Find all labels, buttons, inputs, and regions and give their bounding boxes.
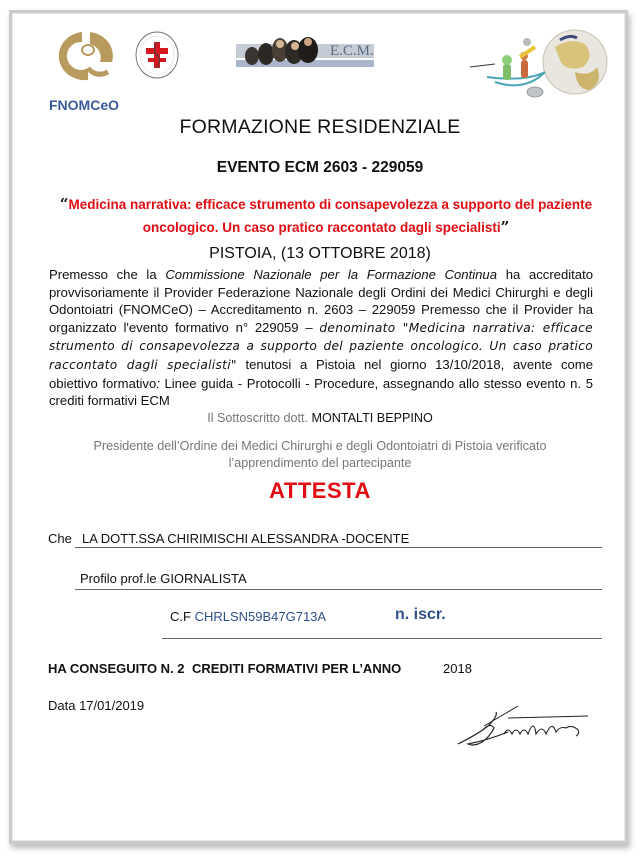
close-quote: ” (500, 218, 510, 236)
place-date: PISTOIA, (13 OTTOBRE 2018) (209, 245, 431, 262)
globe-medical-logo-icon (465, 22, 613, 102)
che-label: Che (48, 531, 72, 546)
fiscal-code-label: C.F (170, 609, 195, 624)
body-part-4: Linee guida - Protocolli - Procedure, assegnando allo stesso evento n. 5 crediti formativi ECM (49, 375, 593, 409)
fiscal-code-underline (162, 638, 602, 639)
signatory-line (30, 411, 610, 425)
commission-name: Commissione Nazionale per la Formazione Continua (165, 267, 497, 282)
event-title-text: Medicina narrativa: efficace strumento di consapevolezza a supporto del paziente oncologico. Un caso pratico raccontato dagli specialisti (68, 197, 593, 235)
president-line-1: Presidente dell’Ordine dei Medici Chirurghi e degli Odontoiatri di Pistoia verificato (93, 439, 547, 453)
body-colon: : (156, 375, 160, 391)
president-statement (30, 438, 610, 472)
credits-earned: HA CONSEGUITO N. 2 (48, 661, 185, 676)
event-title (54, 193, 598, 239)
document-title: FORMAZIONE RESIDENZIALE (179, 116, 461, 138)
ecm-banner-logo (224, 30, 374, 72)
issue-date: Data 17/01/2019 (48, 698, 145, 713)
profile-underline (75, 589, 602, 590)
credits-year: 2018 (443, 661, 472, 676)
fnomceo-logo-icon (52, 28, 118, 84)
body-part-3: tenutosi a Pistoia nel giorno 13/10/2018, avente come obiettivo formativo (49, 356, 593, 391)
ecm-logo-text: E.C.M. (330, 43, 374, 59)
registration-number-label: n. iscr. (395, 606, 446, 623)
open-quote: “ (59, 195, 69, 213)
participant-name: LA DOTT.SSA CHIRIMISCHI ALESSANDRA -DOCENTE (82, 531, 410, 546)
accreditation-paragraph (49, 266, 593, 410)
president-line-2: l’apprendimento del partecipante (228, 456, 412, 470)
professional-profile: Profilo prof.le GIORNALISTA (80, 571, 247, 586)
fiscal-code-value: CHRLSN59B47G713A (194, 609, 327, 624)
body-part-2: ha accreditato provvisoriamente il Provider Federazione Nazionale degli Ordini dei Medici Chirurghi e degli Odontoiatri (FNOMCeO) – Accreditamento n. 2603 – 229059 Premesso che il Provider ha organizzato l'evento formativo n° 229059 – (49, 267, 593, 335)
event-denomination: denominato "Medicina narrativa: efficace strumento di consapevolezza a supporto del paziente oncologico. Un caso pratico raccontato dagli specialisti" (49, 320, 593, 372)
attesta-heading: ATTESTA (269, 478, 371, 503)
participant-underline (75, 547, 602, 548)
org-label: FNOMCeO (49, 97, 119, 113)
event-code: EVENTO ECM 2603 - 229059 (216, 159, 424, 176)
credits-year-label: CREDITI FORMATIVI PER L’ANNO (192, 661, 402, 676)
signatory-name: MONTALTI BEPPINO (311, 411, 433, 425)
signatory-prefix: Il Sottoscritto dott. (207, 411, 312, 425)
body-part-1: Premesso che la (49, 267, 166, 282)
fiscal-code (170, 609, 326, 624)
ordine-medici-seal-icon (134, 30, 180, 80)
signature-icon (448, 704, 593, 748)
